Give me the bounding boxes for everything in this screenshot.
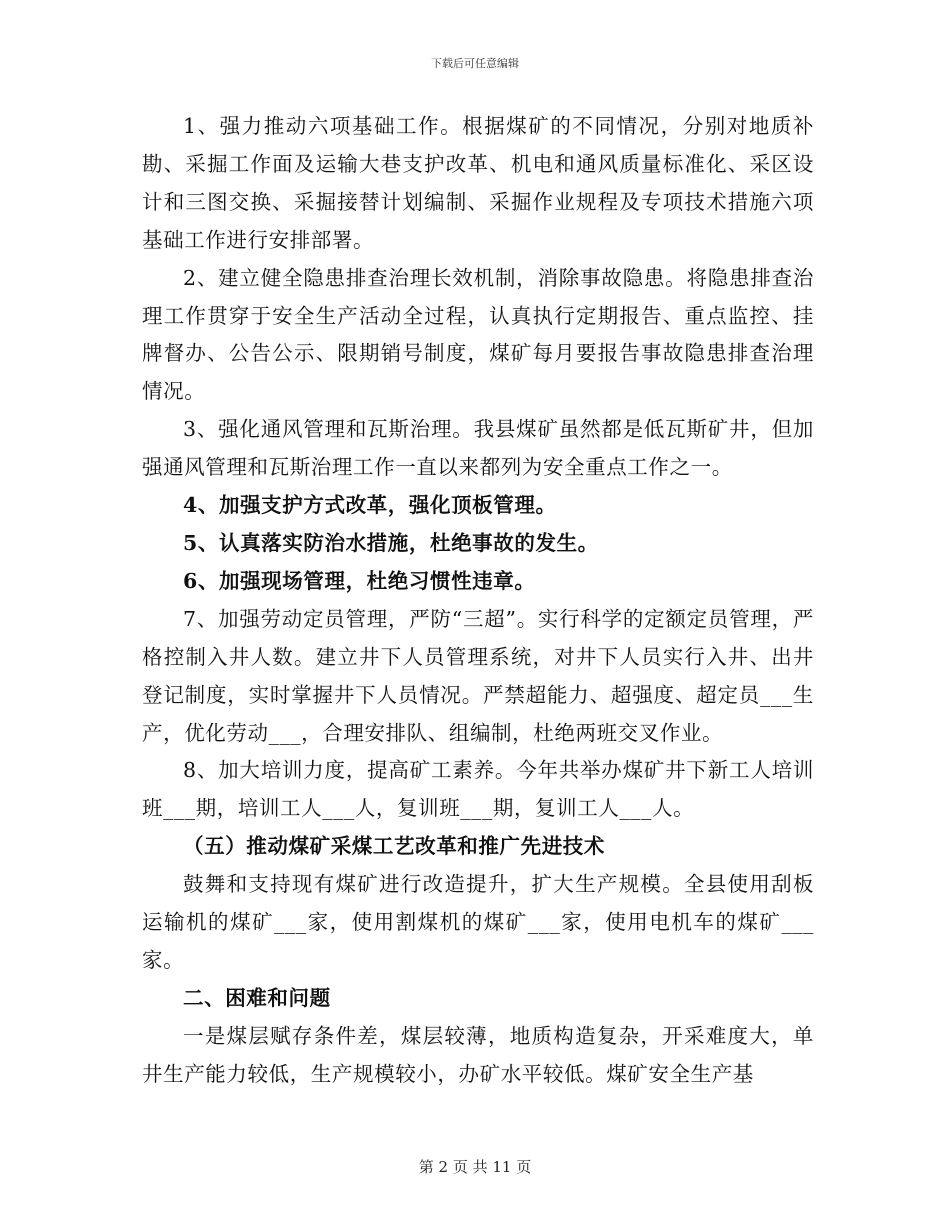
paragraph-4-heading: 4、加强支护方式改革，强化顶板管理。 (183, 493, 557, 518)
section-heading-two: 二、困难和问题 (183, 985, 331, 1010)
paragraph-3: 3、强化通风管理和瓦斯治理。我县煤矿虽然都是低瓦斯矿井，但加强通风管理和瓦斯治理工作一直以来都列为安全重点工作之一。 (142, 417, 814, 480)
paragraph-6-heading: 6、加强现场管理，杜绝习惯性违章。 (183, 568, 536, 593)
paragraph-8: 8、加大培训力度，提高矿工素养。今年共举办煤矿井下新工人培训班___期，培训工人___人，复训班___期，复训工人___人。 (142, 758, 814, 821)
paragraph-5-heading: 5、认真落实防治水措施，杜绝事故的发生。 (183, 530, 599, 555)
paragraph-2: 2、建立健全隐患排查治理长效机制，消除事故隐患。将隐患排查治理工作贯穿于安全生产活动全过程，认真执行定期报告、重点监控、挂牌督办、公告公示、限期销号制度，煤矿每月要报告事故隐患排查治理情况。 (142, 265, 814, 404)
paragraph-9: 鼓舞和支持现有煤矿进行改造提升，扩大生产规模。全县使用刮板运输机的煤矿___家，使用割煤机的煤矿___家，使用电机车的煤矿___家。 (142, 872, 814, 972)
page-header: 下载后可任意编辑 (431, 57, 519, 70)
paragraph-1: 1、强力推动六项基础工作。根据煤矿的不同情况，分别对地质补勘、采掘工作面及运输大巷支护改革、机电和通风质量标准化、采区设计和三图交换、采掘接替计划编制、采掘作业规程及专项技术措施六项基础工作进行安排部署。 (142, 114, 814, 252)
section-heading-five: （五）推动煤矿采煤工艺改革和推广先进技术 (183, 834, 605, 859)
paragraph-10: 一是煤层赋存条件差，煤层较薄，地质构造复杂，开采难度大，单井生产能力较低，生产规模较小，办矿水平较低。煤矿安全生产基 (142, 1023, 814, 1086)
paragraph-7: 7、加强劳动定员管理，严防“三超”。实行科学的定额定员管理，严格控制入井人数。建立井下人员管理系统，对井下人员实行入井、出井登记制度，实时掌握井下人员情况。严禁超能力、超强度、超定员___生产，优化劳动___，合理安排队、组编制，杜绝两班交叉作业。 (142, 606, 814, 745)
page-footer: 第 2 页 共 11 页 (418, 1158, 532, 1176)
document-body (142, 108, 814, 1094)
